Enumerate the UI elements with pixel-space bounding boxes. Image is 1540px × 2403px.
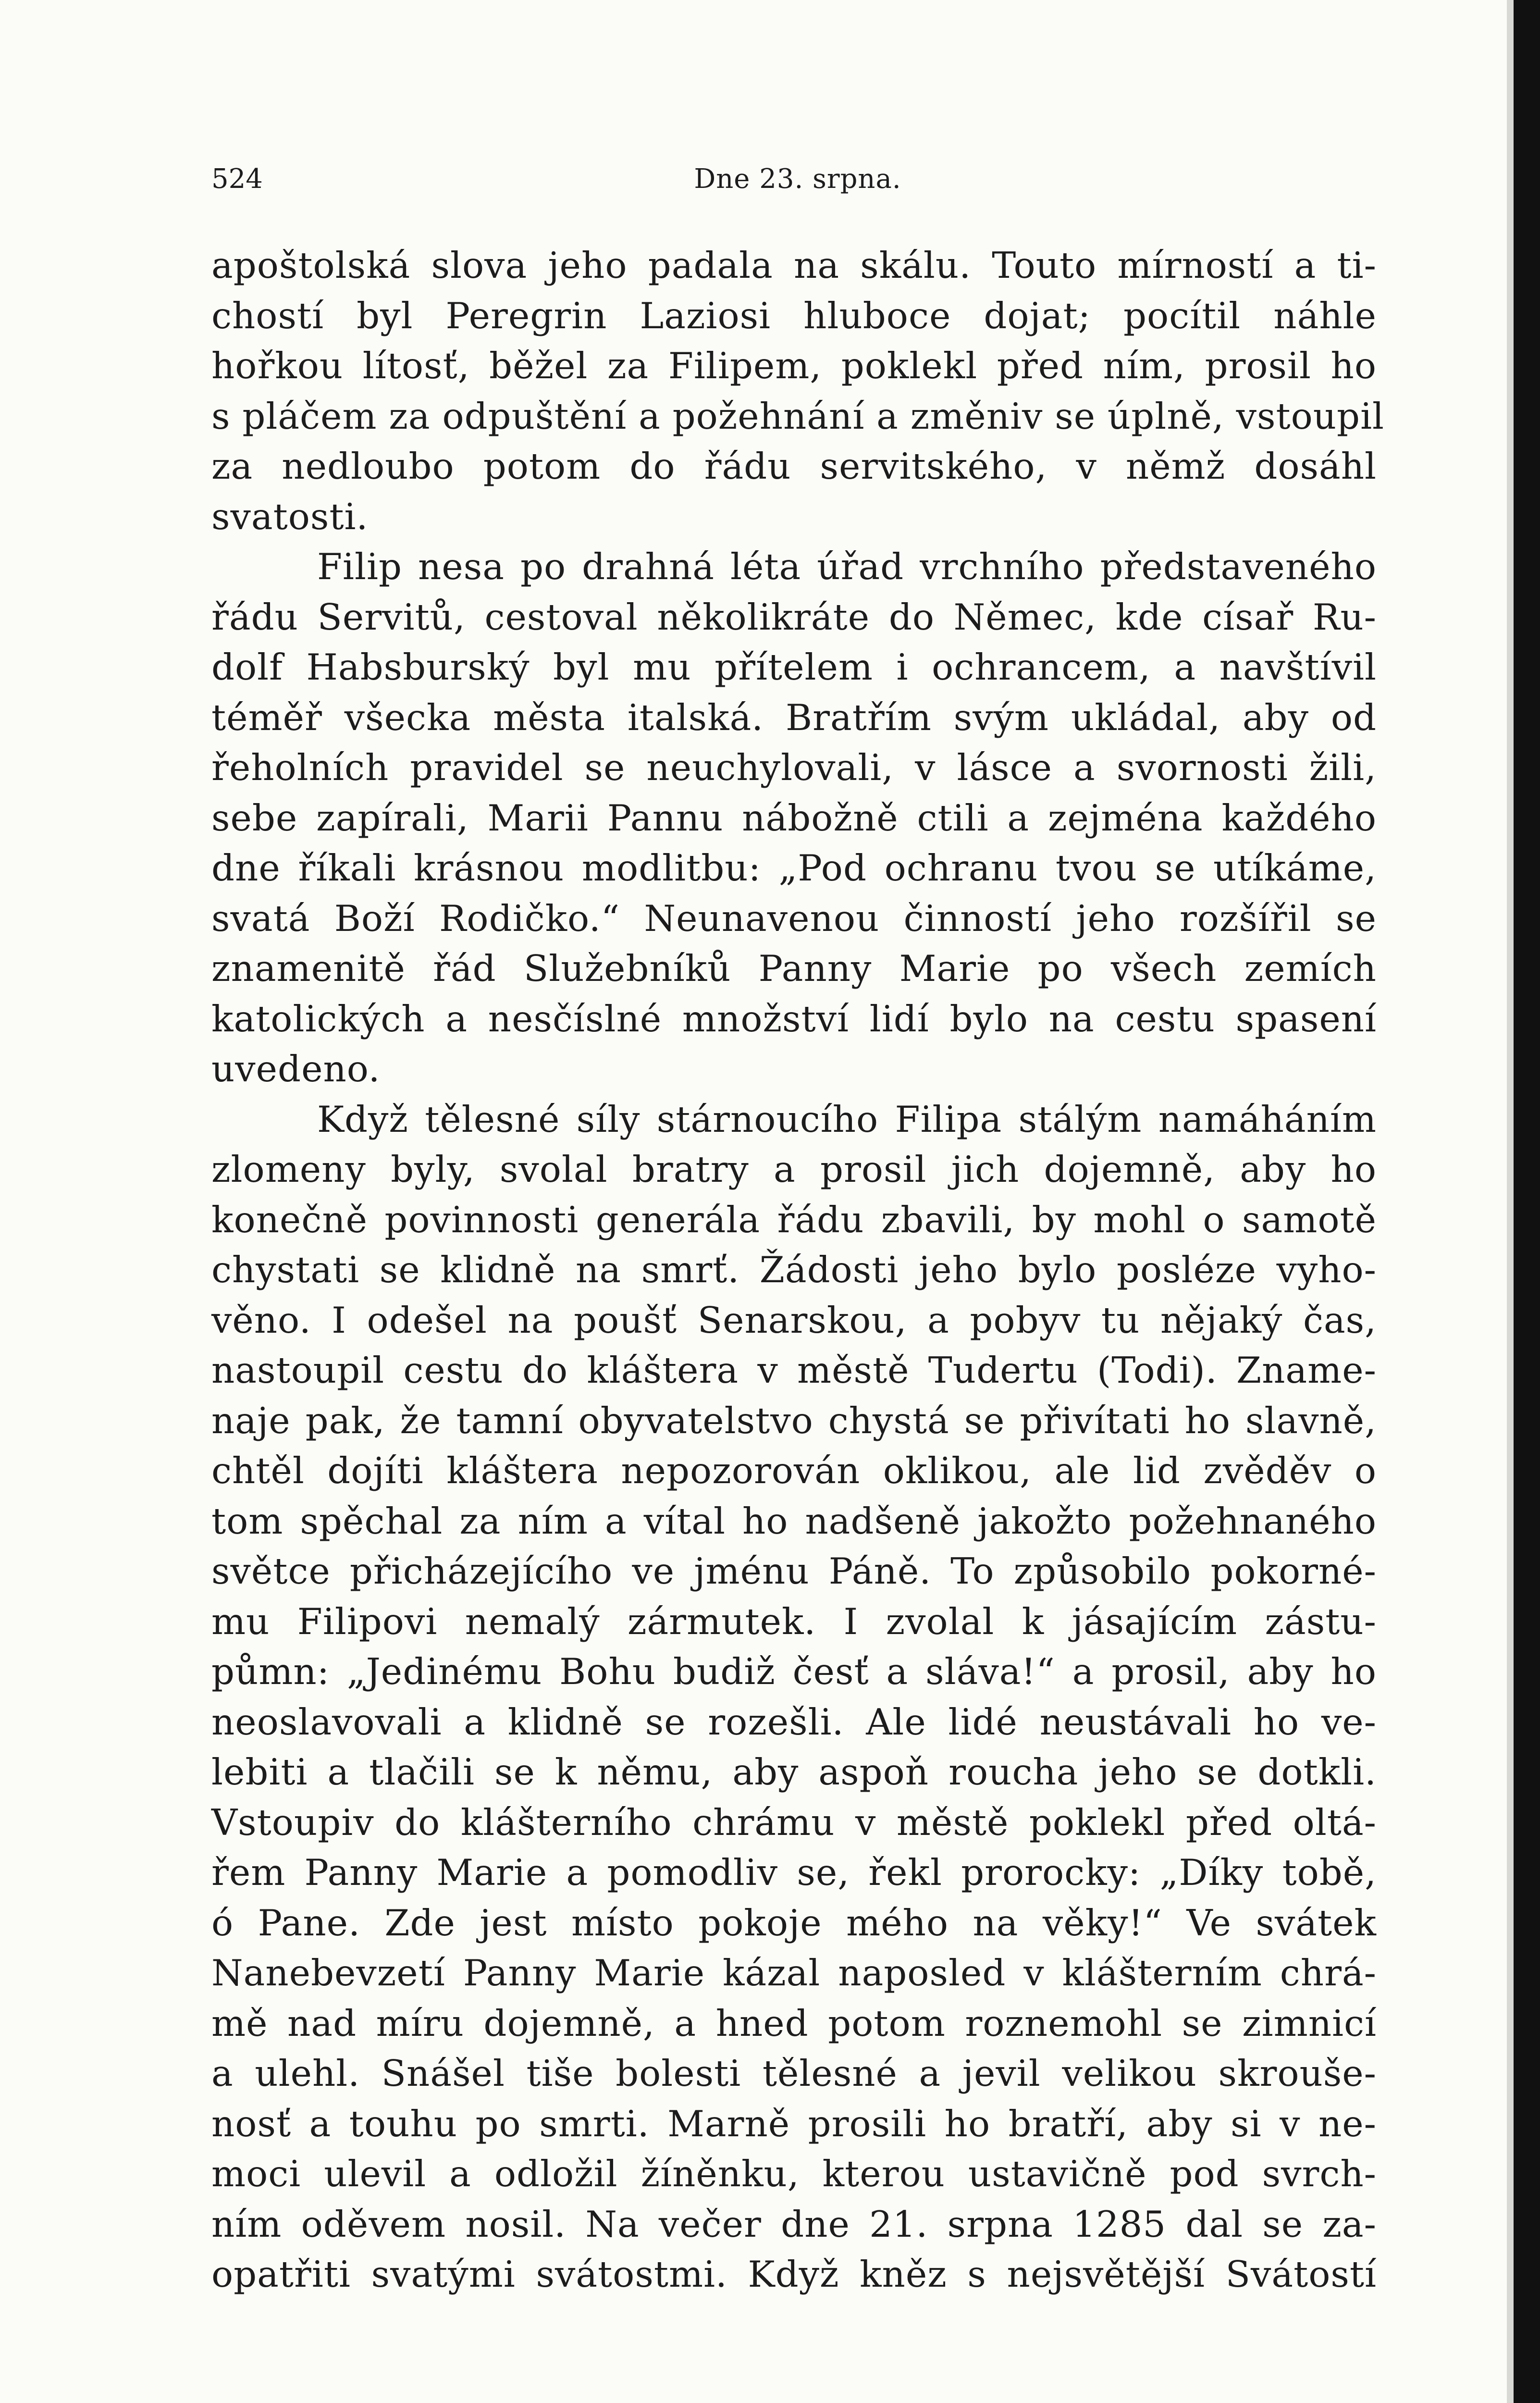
page-number: 524 <box>211 163 263 195</box>
running-title: Dne 23. srpna. <box>694 163 901 195</box>
text-line: sebe zapírali, Marii Pannu nábožně ctili a zejména každého <box>211 796 1377 839</box>
text-line: půmn: „Jedinému Bohu budiž česť a sláva!“ a prosil, aby ho <box>211 1650 1377 1693</box>
text-line: s pláčem za odpuštění a požehnání a změniv se úplně, vstoupil <box>211 395 1385 437</box>
text-line: a ulehl. Snášel tiše bolesti tělesné a jevil velikou skrouše- <box>211 2052 1377 2094</box>
text-line: lebiti a tlačili se k němu, aby aspoň roucha jeho se dotkli. <box>211 1751 1377 1793</box>
text-line: za nedloubo potom do řádu servitského, v němž dosáhl <box>211 445 1377 487</box>
text-line: řádu Servitů, cestoval několikráte do Němec, kde císař Ru- <box>211 595 1377 638</box>
scan-border <box>1514 0 1540 2403</box>
text-line: nosť a touhu po smrti. Marně prosili ho bratří, aby si v ne- <box>211 2102 1377 2145</box>
text-line: řem Panny Marie a pomodliv se, řekl prorocky: „Díky tobě, <box>211 1851 1377 1894</box>
text-line: chostí byl Peregrin Laziosi hluboce dojat; pocítil náhle <box>211 294 1377 337</box>
text-line: chtěl dojíti kláštera nepozorován oklikou, ale lid zvěděv o <box>211 1449 1377 1492</box>
text-line: svatá Boží Rodičko.“ Neunavenou činností jeho rozšířil se <box>211 897 1377 940</box>
text-line: tom spěchal za ním a vítal ho nadšeně jakožto požehnaného <box>211 1499 1377 1542</box>
text-line: konečně povinnosti generála řádu zbavili, by mohl o samotě <box>211 1198 1377 1241</box>
text-line: dolf Habsburský byl mu přítelem i ochrancem, a navštívil <box>211 646 1377 688</box>
text-line: apoštolská slova jeho padala na skálu. Touto mírností a ti- <box>211 244 1377 286</box>
text-line: uvedeno. <box>211 1048 381 1090</box>
text-line: mu Filipovi nemalý zármutek. I zvolal k jásajícím zástu- <box>211 1600 1377 1643</box>
text-line: věno. I odešel na poušť Senarskou, a pobyv tu nějaký čas, <box>211 1299 1377 1341</box>
text-line: světce přicházejícího ve jménu Páně. To způsobilo pokorné- <box>211 1550 1377 1592</box>
text-line: hořkou lítosť, běžel za Filipem, poklekl před ním, prosil ho <box>211 345 1377 387</box>
text-line: zlomeny byly, svolal bratry a prosil jich dojemně, aby ho <box>211 1148 1377 1190</box>
text-line: svatosti. <box>211 495 369 538</box>
text-line: naje pak, že tamní obyvatelstvo chystá se přivítati ho slavně, <box>211 1399 1377 1442</box>
body-text <box>211 240 1385 2300</box>
text-line: neoslavovali a klidně se rozešli. Ale lidé neustávali ho ve- <box>211 1700 1377 1743</box>
text-line: opatřiti svatými svátostmi. Když kněz s nejsvětější Svátostí <box>211 2253 1377 2295</box>
text-line: chystati se klidně na smrť. Žádosti jeho bylo posléze vyho- <box>211 1249 1377 1291</box>
text-line: znamenitě řád Služebníků Panny Marie po všech zemích <box>211 947 1377 990</box>
text-line: Filip nesa po drahná léta úřad vrchního představeného <box>317 545 1377 588</box>
page-edge-shadow <box>1507 0 1514 2403</box>
text-line: Když tělesné síly stárnoucího Filipa stálým namáháním <box>317 1098 1377 1140</box>
text-line: Vstoupiv do klášterního chrámu v městě poklekl před oltá- <box>211 1801 1377 1844</box>
text-line: mě nad míru dojemně, a hned potom roznemohl se zimnicí <box>211 2002 1377 2044</box>
text-line: ním oděvem nosil. Na večer dne 21. srpna 1285 dal se za- <box>211 2203 1377 2245</box>
text-line: téměř všecka města italská. Bratřím svým ukládal, aby od <box>211 696 1377 739</box>
text-line: ó Pane. Zde jest místo pokoje mého na věky!“ Ve svátek <box>211 1901 1377 1944</box>
text-line: moci ulevil a odložil žíněnku, kterou ustavičně pod svrch- <box>211 2153 1377 2195</box>
text-line: řeholních pravidel se neuchylovali, v lásce a svornosti žili, <box>211 746 1377 789</box>
text-line: katolických a nesčíslné množství lidí bylo na cestu spasení <box>211 997 1377 1040</box>
text-line: dne říkali krásnou modlitbu: „Pod ochranu tvou se utíkáme, <box>211 847 1377 889</box>
page-header <box>211 160 1384 198</box>
text-line: nastoupil cestu do kláštera v městě Tudertu (Todi). Zname- <box>211 1349 1377 1391</box>
text-line: Nanebevzetí Panny Marie kázal naposled v klášterním chrá- <box>211 1952 1377 1994</box>
